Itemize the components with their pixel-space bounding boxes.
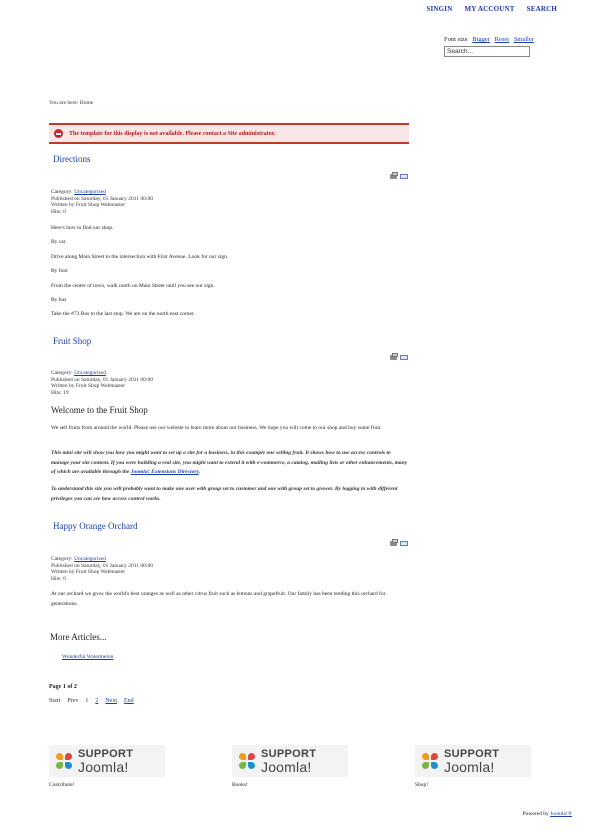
article-paragraph: By car (51, 239, 66, 245)
pagination-page-1: 1 (85, 698, 89, 704)
pagination-next[interactable]: Next (105, 698, 118, 704)
signin-link[interactable]: SINGIN (426, 5, 453, 13)
error-icon (54, 129, 63, 138)
page-counter: Page 1 of 2 (49, 684, 77, 690)
joomla-logo-icon (420, 751, 440, 771)
joomla-link[interactable]: Joomla!® (550, 811, 572, 817)
joomla-logo-icon (54, 751, 74, 771)
support-joomla-banner[interactable]: SUPPORT Joomla! (232, 745, 348, 777)
email-icon[interactable] (400, 355, 408, 360)
author: Written by Fruit Shop Webmaster (51, 569, 126, 575)
article-paragraph: By bus (51, 297, 67, 303)
article-actions (390, 174, 408, 179)
print-icon[interactable] (390, 541, 397, 546)
published-date: Published on Saturday, 01 January 2011 00:00 (51, 195, 153, 202)
article-paragraph: By foot (51, 268, 68, 274)
article-paragraph: We sell fruits from around the world. Please use our website to learn more about our business. We hope you will come to our shop and buy some fruit. (51, 425, 382, 431)
banner-caption: Shop! (415, 782, 429, 788)
joomla-logo-icon (237, 751, 257, 771)
hits: Hits: 0 (51, 208, 66, 215)
error-message-text: The template for this display is not available. Please contact a Site administrator. (69, 130, 276, 137)
print-icon[interactable] (390, 174, 397, 179)
font-size-label: Font size (444, 36, 468, 43)
error-message-box (49, 123, 409, 144)
pagination-page-2[interactable]: 2 (95, 698, 99, 704)
banner-caption: Books! (232, 782, 248, 788)
font-bigger-link[interactable]: Bigger (472, 36, 490, 43)
article-title-happy-orange-orchard[interactable]: Happy Orange Orchard (53, 521, 138, 531)
font-smaller-link[interactable]: Smaller (513, 36, 534, 43)
author: Written by Fruit Shop Webmaster (51, 383, 126, 389)
hits: Hits: 19 (51, 389, 69, 396)
article-paragraph: Drive along Main Street to the intersection with First Avenue. Look for our sign. (51, 254, 229, 260)
article-actions (390, 355, 408, 360)
pagination-end[interactable]: End (124, 698, 134, 704)
article-paragraph: From the center of town, walk north on Main Street until you see our sign. (51, 283, 215, 289)
extensions-directory-link[interactable]: Joomla! Extensions Directory (130, 469, 199, 475)
category-link[interactable]: Uncategorised (74, 556, 106, 562)
breadcrumb: You are here: Home (49, 100, 94, 106)
article-paragraph-italic: To understand this site you will probably want to make one user with group set to customer and one with group set to grower. By logging in with different privileges you can see how access control works. (51, 486, 398, 502)
pagination (49, 698, 134, 704)
support-joomla-banner[interactable]: SUPPORT Joomla! (49, 745, 165, 777)
article-title-fruit-shop[interactable]: Fruit Shop (53, 336, 92, 346)
more-article-link[interactable]: Wonderful Watermelon (62, 654, 114, 660)
email-icon[interactable] (400, 174, 408, 179)
article-meta: Category: Uncategorised Published on Saturday, 01 January 2011 00:00 Written by Fruit Shop Webmaster Hits: 0 (51, 189, 153, 215)
font-reset-link[interactable]: Reset (494, 36, 510, 43)
published-date: Published on Saturday, 01 January 2011 00:00 (51, 376, 153, 383)
article-paragraph: Here's how to find our shop. (51, 225, 114, 231)
article-paragraph: Take the #73 Bus to the last stop. We are on the north east corner. (51, 311, 195, 317)
published-date: Published on Saturday, 01 January 2011 00:00 (51, 562, 153, 569)
article-paragraph-italic: This mini site will show you how you might want to set up a site for a business, in this example one selling fruit. It shows how to use access controls to manage your site content. If you were building a real site, you might want to extend it with e-commerce, a catalog, mailing lists or other enhancements, many of which are available through the Joomla! Extensions Directory. (51, 450, 408, 475)
print-icon[interactable] (390, 355, 397, 360)
support-joomla-banner[interactable]: SUPPORT Joomla! (415, 745, 531, 777)
category-link[interactable]: Uncategorised (74, 370, 106, 376)
font-size-controls (444, 36, 534, 43)
article-actions (390, 541, 408, 546)
pagination-start: Start (49, 698, 61, 704)
article-title-directions[interactable]: Directions (53, 154, 91, 164)
email-icon[interactable] (400, 541, 408, 546)
my-account-link[interactable]: MY ACCOUNT (464, 5, 515, 13)
category-link[interactable]: Uncategorised (74, 189, 106, 195)
more-articles-heading: More Articles... (50, 632, 107, 642)
banner-caption: Contribute! (49, 782, 75, 788)
article-heading: Welcome to the Fruit Shop (51, 405, 148, 415)
search-link[interactable]: SEARCH (526, 5, 557, 13)
search-input[interactable] (444, 46, 530, 57)
article-paragraph: At our orchard we grow the world's best oranges as well as other citrus fruit such as lemons and grapefruit. Our family has been tending this orchard for generations. (51, 591, 386, 607)
article-meta: Category: Uncategorised Published on Saturday, 01 January 2011 00:00 Written by Fruit Shop Webmaster Hits: 0 (51, 556, 153, 582)
powered-by: Powered by Joomla!® (522, 811, 572, 817)
article-meta: Category: Uncategorised Published on Saturday, 01 January 2011 00:00 Written by Fruit Shop Webmaster Hits: 19 (51, 370, 153, 396)
pagination-prev: Prev (67, 698, 79, 704)
hits: Hits: 0 (51, 575, 66, 582)
top-nav (426, 5, 557, 13)
author: Written by Fruit Shop Webmaster (51, 202, 126, 208)
